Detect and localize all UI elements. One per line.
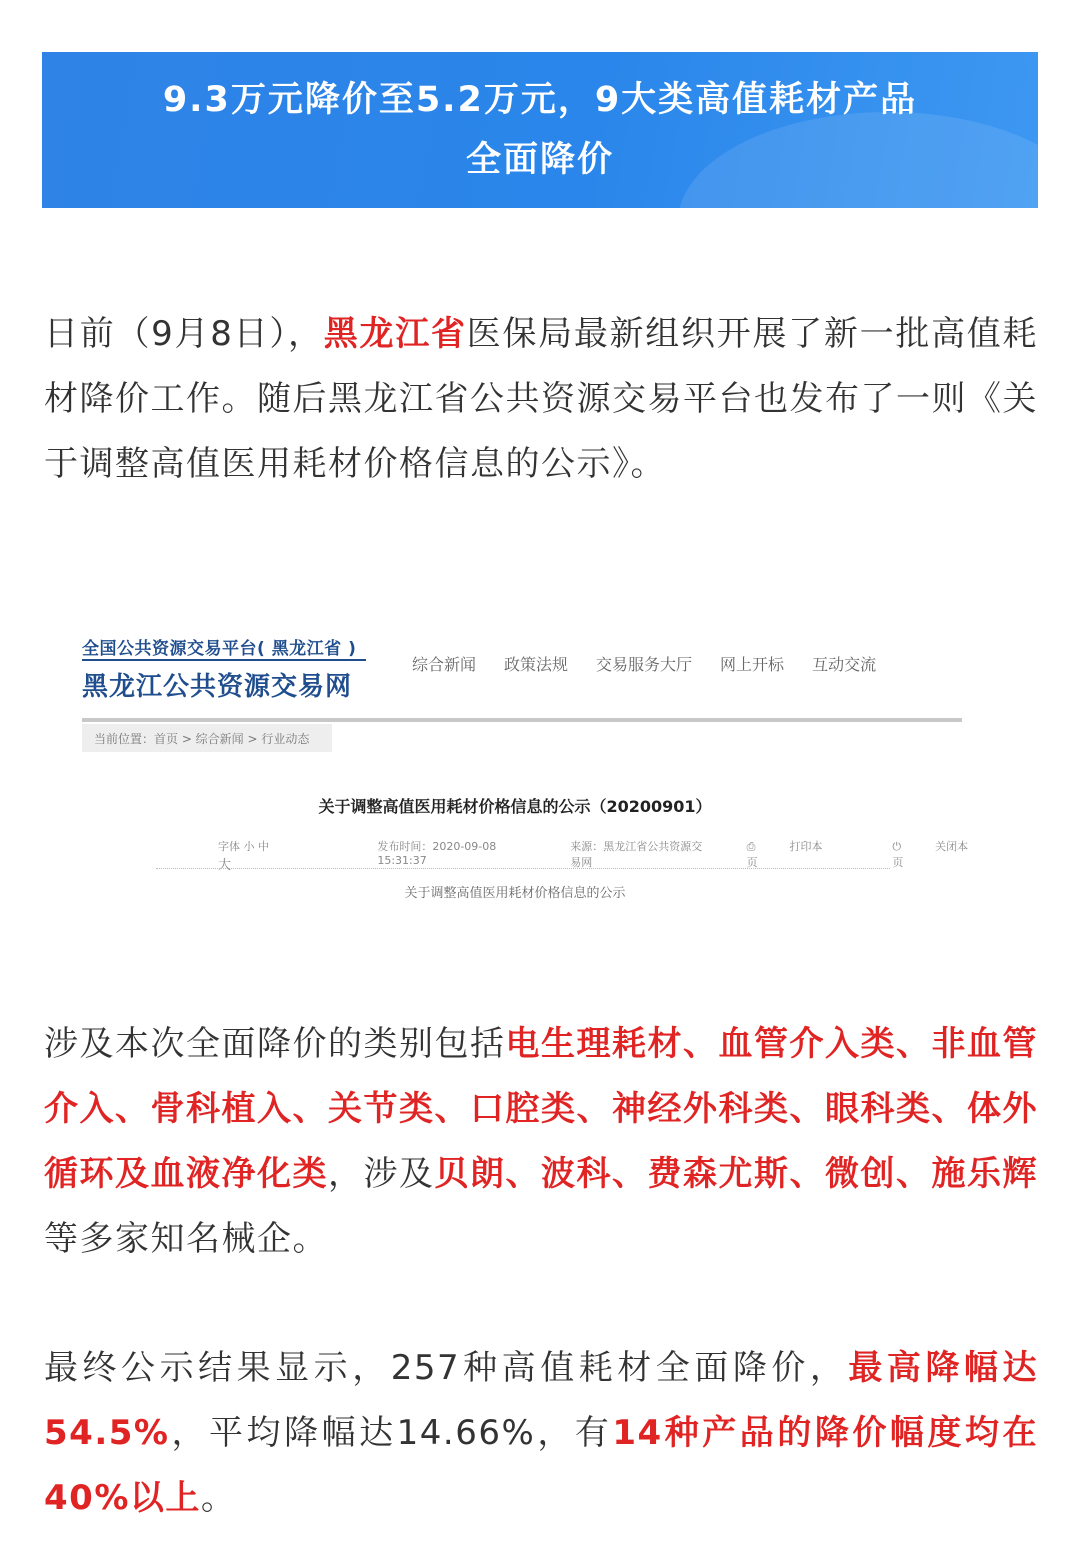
intro-text-2: 医保局最新组织开展了新一批高值耗材降价工作。随后黑龙江省公共资源交易平台也发布了一则《关于调整高值医用耗材价格信息的公示》。: [44, 314, 1039, 484]
intro-text-1: 日前（9月8日），: [44, 314, 324, 354]
highlight-province: 黑龙江省: [323, 314, 467, 354]
highlight-max-drop: 最高降幅达54.5%: [44, 1348, 1038, 1453]
intro-paragraph: [44, 302, 1038, 497]
results-text-3: 。: [200, 1478, 237, 1518]
highlight-categories: 电生理耗材、血管介入类、非血管介入、骨科植入、关节类、口腔类、神经外科类、眼科类、体外循环及血液净化类: [44, 1024, 1038, 1194]
webpage-screenshot: [42, 600, 1038, 930]
nav-item-interaction: 互动交流: [812, 655, 877, 674]
nav-item-online-bid: 网上开标: [720, 655, 785, 674]
results-text-1: 最终公示结果显示，257种高值耗材全面降价，: [44, 1348, 849, 1388]
publish-time: 发布时间：2020-09-08 15:31:37: [377, 840, 497, 867]
categories-text-1: 涉及本次全面降价的类别包括: [44, 1024, 506, 1064]
results-text-2: ，平均降幅达14.66%，有: [169, 1413, 613, 1453]
nav-item-news: 综合新闻: [412, 655, 477, 674]
title-banner: [42, 52, 1038, 208]
font-size-control: 字体 小 中 大: [218, 840, 269, 873]
power-icon: ⏻: [892, 840, 902, 853]
close-link: ⏻ 关闭本页: [892, 840, 969, 869]
banner-title-line-2: 全面降价: [465, 140, 614, 180]
print-link: ⎙ 打印本页: [746, 840, 823, 869]
site-nav: [412, 652, 876, 675]
notice-title: 关于调整高值医用耗材价格信息的公示（20200901）: [318, 797, 712, 816]
nav-item-service-hall: 交易服务大厅: [596, 655, 693, 674]
source: 来源：黑龙江省公共资源交易网: [570, 840, 703, 869]
site-title: 黑龙江公共资源交易网: [82, 672, 353, 702]
categories-text-3: 等多家知名械企。: [44, 1219, 328, 1259]
highlight-companies: 贝朗、波科、费森尤斯、微创、施乐辉: [434, 1154, 1038, 1194]
header-divider: [82, 718, 962, 722]
categories-paragraph: [44, 1012, 1038, 1272]
categories-text-2: ，涉及: [328, 1154, 435, 1194]
site-subtitle: 全国公共资源交易平台( 黑龙江省 ): [82, 639, 357, 659]
notice-caption: 关于调整高值医用耗材价格信息的公示: [404, 886, 626, 901]
dotted-divider: [156, 868, 890, 869]
site-title-divider: [82, 659, 366, 661]
highlight-40-percent: 14种产品的降价幅度均在40%以上: [44, 1413, 1038, 1518]
breadcrumb: 当前位置：首页 > 综合新闻 > 行业动态: [94, 732, 310, 746]
nav-item-policy: 政策法规: [504, 655, 569, 674]
banner-title-line-1: 9.3万元降价至5.2万元，9大类高值耗材产品: [162, 80, 918, 120]
printer-icon: ⎙: [746, 840, 756, 853]
results-paragraph: [44, 1336, 1038, 1531]
